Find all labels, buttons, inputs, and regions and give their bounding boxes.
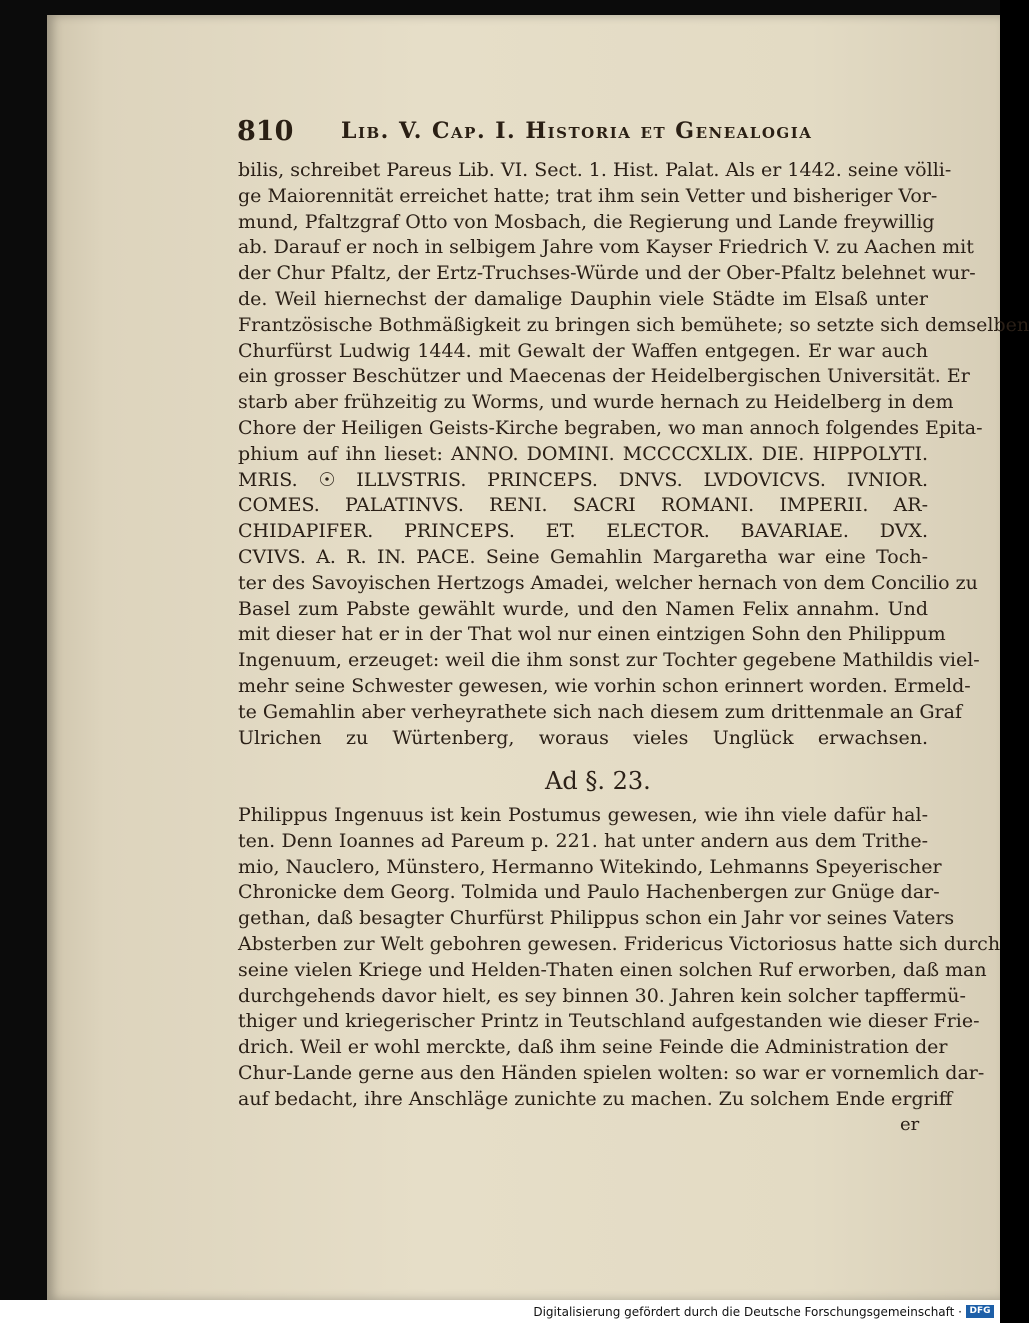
text-line: mio, Nauclero, Münstero, Hermanno Witekindo, Lehmanns Speyerischer bbox=[238, 855, 942, 878]
text-line: Churfürst Ludwig 1444. mit Gewalt der Waffen entgegen. Er war auch bbox=[238, 339, 928, 362]
text-line: COMES. PALATINVS. RENI. SACRI ROMANI. IMPERII. AR- bbox=[238, 494, 928, 517]
text-line: Absterben zur Welt gebohren gewesen. Fridericus Victoriosus hatte sich durch bbox=[238, 932, 1001, 955]
text-line: durchgehends davor hielt, es sey binnen 30. Jahren kein solcher tapffermü- bbox=[238, 984, 966, 1007]
text-line: ein grosser Beschützer und Maecenas der Heidelbergischen Universität. Er bbox=[238, 365, 970, 388]
text-line: der Chur Pfaltz, der Ertz-Truchses-Würde und der Ober-Pfaltz belehnet wur- bbox=[238, 262, 976, 285]
text-line: te Gemahlin aber verheyrathete sich nach diesem zum drittenmale an Graf bbox=[238, 700, 962, 723]
text-line: Philippus Ingenuus ist kein Postumus gewesen, wie ihn viele dafür hal- bbox=[238, 804, 928, 826]
text-line: gethan, daß besagter Churfürst Philippus schon ein Jahr vor seines Vaters bbox=[238, 907, 955, 930]
text-line: ter des Savoyischen Hertzogs Amadei, welcher hernach von dem Concilio zu bbox=[238, 571, 978, 594]
text-line: phium auf ihn lieset: ANNO. DOMINI. MCCCCXLIX. DIE. HIPPOLYTI. bbox=[238, 442, 928, 465]
text-line: mehr seine Schwester gewesen, wie vorhin schon erinnert worden. Ermeld- bbox=[238, 674, 971, 697]
text-line: Basel zum Pabste gewählt wurde, und den Namen Felix annahm. Und bbox=[238, 597, 928, 620]
text-line: bilis, schreibet Pareus Lib. VI. Sect. 1. Hist. Palat. Als er 1442. seine völli- bbox=[238, 159, 952, 181]
paragraph-2 bbox=[238, 803, 1001, 1113]
text-line: Chronicke dem Georg. Tolmida und Paulo Hachenbergen zur Gnüge dar- bbox=[238, 881, 940, 904]
page-number: 810 bbox=[237, 116, 294, 147]
digitization-credit: Digitalisierung gefördert durch die Deutsche Forschungsgemeinschaft · bbox=[533, 1305, 962, 1319]
text-line: ten. Denn Ioannes ad Pareum p. 221. hat unter andern aus dem Trithe- bbox=[238, 829, 928, 852]
paragraph-1 bbox=[238, 158, 1029, 751]
text-line: thiger und kriegerischer Printz in Teutschland aufgestanden wie dieser Frie- bbox=[238, 1010, 980, 1033]
text-line: Chur-Lande gerne aus den Händen spielen wolten: so war er vornemlich dar- bbox=[238, 1061, 985, 1084]
footer-bar bbox=[0, 1300, 1000, 1323]
text-line: MRIS. ☉ ILLVSTRIS. PRINCEPS. DNVS. LVDOVICVS. IVNIOR. bbox=[238, 468, 928, 491]
text-line: Ingenuum, erzeuget: weil die ihm sonst zur Tochter gegebene Mathildis viel- bbox=[238, 649, 980, 672]
running-head-title: Lib. V. Cap. I. Historia et Genealogia bbox=[341, 118, 813, 144]
running-head bbox=[237, 116, 827, 148]
text-line: Chore der Heiligen Geists-Kirche begraben, wo man annoch folgendes Epita- bbox=[238, 416, 983, 439]
text-line: CHIDAPIFER. PRINCEPS. ET. ELECTOR. BAVARIAE. DVX. bbox=[238, 520, 928, 543]
dfg-logo: DFG bbox=[966, 1305, 994, 1318]
text-line: ab. Darauf er noch in selbigem Jahre vom Kayser Friedrich V. zu Aachen mit bbox=[238, 236, 974, 259]
section-heading: Ad §. 23. bbox=[545, 767, 651, 795]
text-line: starb aber frühzeitig zu Worms, und wurde hernach zu Heidelberg in dem bbox=[238, 391, 954, 414]
text-line: Frantzösische Bothmäßigkeit zu bringen sich bemühete; so setzte sich demselben bbox=[238, 313, 1029, 336]
text-line: auf bedacht, ihre Anschläge zunichte zu machen. Zu solchem Ende ergriff bbox=[238, 1087, 953, 1110]
text-line: de. Weil hiernechst der damalige Dauphin viele Städte im Elsaß unter bbox=[238, 287, 928, 310]
text-line: drich. Weil er wohl merckte, daß ihm seine Feinde die Administration der bbox=[238, 1036, 948, 1059]
text-line: mund, Pfaltzgraf Otto von Mosbach, die Regierung und Lande freywillig bbox=[238, 210, 935, 233]
text-line: CVIVS. A. R. IN. PACE. Seine Gemahlin Margaretha war eine Toch- bbox=[238, 545, 928, 568]
text-line: mit dieser hat er in der That wol nur einen eintzigen Sohn den Philippum bbox=[238, 623, 946, 646]
catchword: er bbox=[900, 1114, 920, 1135]
text-line: Ulrichen zu Würtenberg, woraus vieles Unglück erwachsen. bbox=[238, 726, 928, 749]
text-line: seine vielen Kriege und Helden-Thaten einen solchen Ruf erworben, daß man bbox=[238, 958, 987, 981]
text-line: ge Maiorennität erreichet hatte; trat ihm sein Vetter und bisheriger Vor- bbox=[238, 184, 938, 207]
